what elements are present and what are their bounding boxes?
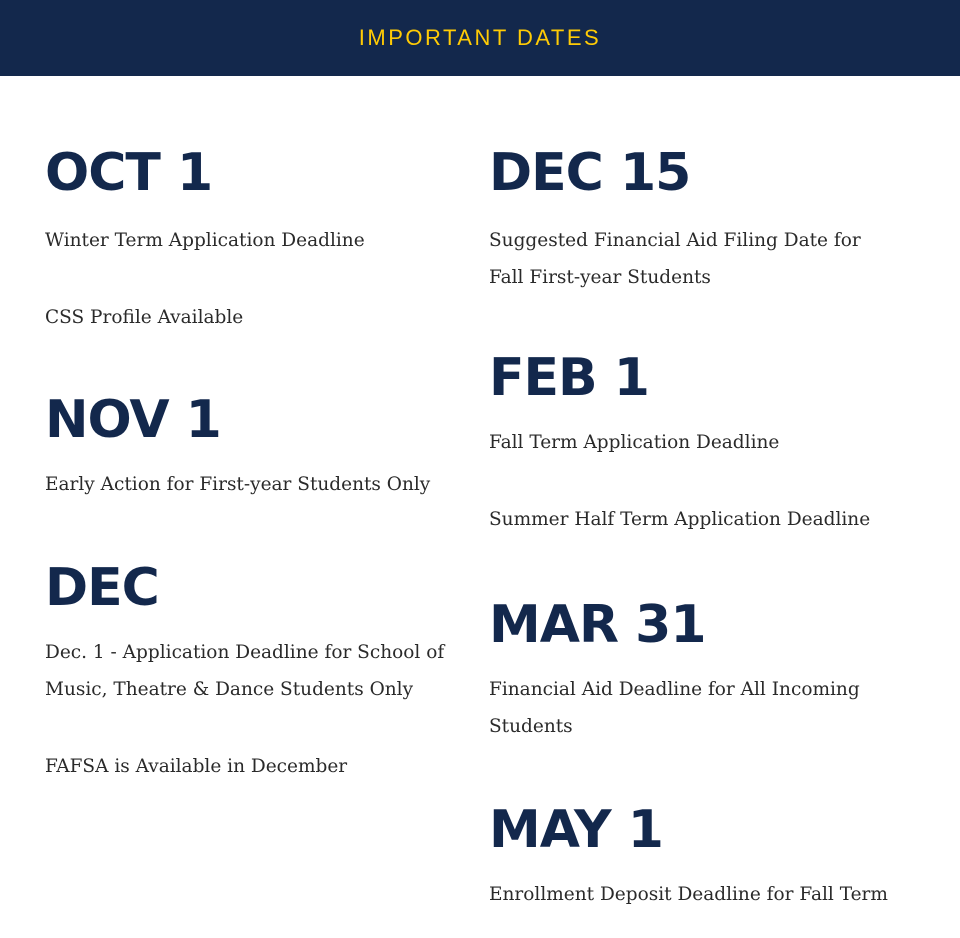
date-block-may-1 [489, 800, 929, 913]
date-item: Winter Term Application Deadline [45, 230, 365, 251]
date-heading: NOV 1 [45, 390, 221, 450]
date-heading: DEC [45, 558, 159, 618]
date-block-dec [45, 558, 455, 785]
date-item: Financial Aid Deadline for All Incoming Students [489, 679, 860, 737]
date-item: CSS Profile Available [45, 307, 244, 328]
date-item: Dec. 1 - Application Deadline for School of Music, Theatre & Dance Students Only [45, 642, 445, 700]
date-block-oct-1 [45, 143, 455, 336]
date-item: FAFSA is Available in December [45, 756, 348, 777]
date-block-dec-15 [489, 143, 929, 296]
date-heading: MAR 31 [489, 595, 706, 655]
date-heading: DEC 15 [489, 143, 691, 203]
page-title: IMPORTANT DATES [358, 25, 602, 50]
date-item: Enrollment Deposit Deadline for Fall Term [489, 884, 888, 905]
date-block-mar-31 [489, 595, 929, 745]
date-item: Suggested Financial Aid Filing Date for Fall First-year Students [489, 230, 861, 288]
date-block-nov-1 [45, 390, 455, 503]
date-block-feb-1 [489, 348, 929, 538]
page-header [0, 0, 960, 76]
date-item: Summer Half Term Application Deadline [489, 509, 871, 530]
date-item: Early Action for First-year Students Only [45, 474, 431, 495]
date-item: Fall Term Application Deadline [489, 432, 780, 453]
date-heading: MAY 1 [489, 800, 663, 860]
date-heading: FEB 1 [489, 348, 649, 408]
date-heading: OCT 1 [45, 143, 213, 203]
